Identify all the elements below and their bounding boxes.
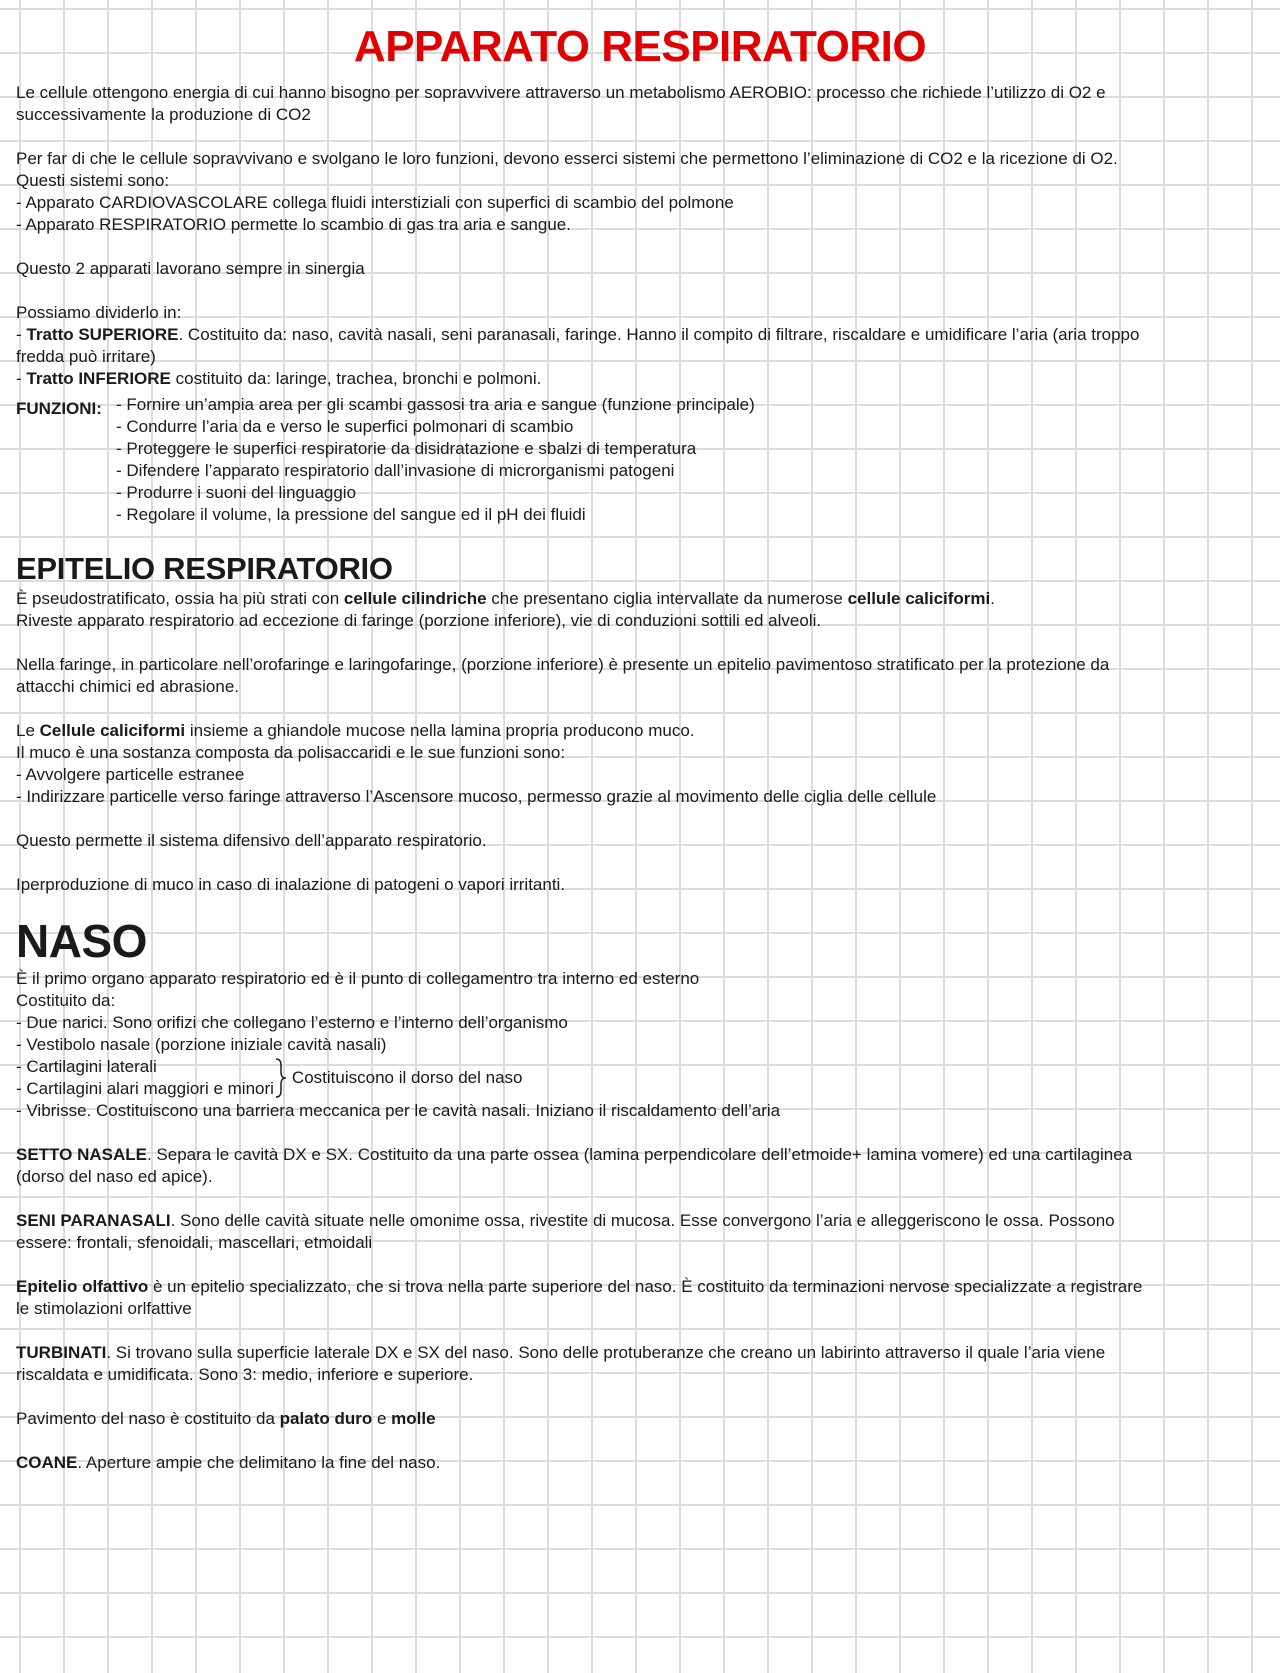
setto-nasale-line-2: (dorso del naso ed apice).: [16, 1167, 213, 1186]
funzioni-label: FUNZIONI:: [16, 399, 102, 418]
funzione-item: - Produrre i suoni del linguaggio: [116, 483, 357, 502]
tratto-superiore-text: . Costituito da: naso, cavità nasali, seni paranasali, faringe. Hanno il compito di filtrare, riscaldare e umidificare l’aria (aria troppo: [178, 325, 1140, 344]
bold-term: cellule cilindriche: [343, 589, 487, 608]
intro-paragraph-1-line-1: Le cellule ottengono energia di cui hanno bisogno per sopravvivere attraverso un metabolismo AEROBIO: processo che richiede l’utilizzo di O2 e: [16, 83, 1106, 102]
setto-nasale-line: [16, 1144, 1264, 1166]
intro-paragraph-1-line-2: successivamente la produzione di CO2: [16, 105, 311, 124]
text-span: insieme a ghiandole mucose nella lamina propria producono muco.: [185, 721, 695, 740]
funzione-item: - Proteggere le superfici respiratorie da disidratazione e sbalzi di temperatura: [116, 439, 697, 458]
text-span: . Si trovano sulla superficie laterale DX e SX del naso. Sono delle protuberanze che creano un labirinto attraverso il quale l’aria viene: [106, 1343, 1106, 1362]
epitelio-line-3: Nella faringe, in particolare nell’orofaringe e laringofaringe, (porzione inferiore) è presente un epitelio pavimentoso stratificato per la protezione da: [16, 655, 1110, 674]
tratto-superiore-line: [16, 324, 1264, 346]
funzione-item: - Fornire un’ampia area per gli scambi gassosi tra aria e sangue (funzione principale): [116, 395, 755, 414]
epitelio-line-10: Iperproduzione di muco in caso di inalazione di patogeni o vapori irritanti.: [16, 875, 566, 894]
naso-list-item: - Cartilagini alari maggiori e minori: [16, 1079, 274, 1098]
seni-paranasali-line: [16, 1210, 1264, 1232]
tratto-inferiore-text: costituito da: laringe, trachea, bronchi e polmoni.: [170, 369, 542, 388]
epitelio-line-5: [16, 720, 1264, 742]
list-dash: -: [16, 325, 27, 344]
text-span: . Separa le cavità DX e SX. Costituito da una parte ossea (lamina perpendicolare dell’etmoide+ lamina vomere) ed una cartilaginea: [146, 1145, 1133, 1164]
text-span: è un epitelio specializzato, che si trova nella parte superiore del naso. È costituito da terminazioni nervose specializzate a registrare: [148, 1277, 1143, 1296]
naso-heading: NASO: [16, 915, 147, 967]
epitelio-line-1: [16, 588, 1264, 610]
bold-term: cellule caliciformi: [847, 589, 991, 608]
notes-page: [0, 18, 1280, 1673]
funzione-item: - Condurre l’aria da e verso le superfici polmonari di scambio: [116, 417, 574, 436]
epitelio-line-4: attacchi chimici ed abrasione.: [16, 677, 240, 696]
naso-line-2: Costituito da:: [16, 991, 116, 1010]
epitelio-line-9: Questo permette il sistema difensivo dell’apparato respiratorio.: [16, 831, 487, 850]
text-span: Pavimento del naso è costituito da: [16, 1409, 280, 1428]
intro-paragraph-2-line-2: Questi sistemi sono:: [16, 171, 170, 190]
epitelio-heading: EPITELIO RESPIRATORIO: [16, 551, 393, 586]
naso-line-1: È il primo organo apparato respiratorio ed è il punto di collegamentro tra interno ed esterno: [16, 969, 700, 988]
bold-term: Epitelio olfattivo: [16, 1277, 149, 1296]
tratto-inferiore-label: Tratto INFERIORE: [26, 369, 171, 388]
cartilagini-group: [16, 1056, 1264, 1100]
epitelio-line-6: Il muco è una sostanza composta da polisaccaridi e le sue funzioni sono:: [16, 743, 566, 762]
text-span: che presentano ciglia intervallate da numerose: [486, 589, 848, 608]
text-span: Le: [16, 721, 40, 740]
text-span: e: [372, 1409, 392, 1428]
tratto-superiore-line-2: fredda può irritare): [16, 347, 156, 366]
curly-brace-icon: [274, 1057, 288, 1099]
funzione-item: - Difendere l’apparato respiratorio dall’invasione di microrganismi patogeni: [116, 461, 675, 480]
epitelio-olfattivo-line: [16, 1276, 1264, 1298]
pavimento-line: [16, 1408, 1264, 1430]
naso-section: [16, 914, 1264, 1474]
brace-note: Costituiscono il dorso del naso: [291, 1068, 523, 1087]
epitelio-section: [16, 550, 1264, 896]
page-title: APPARATO RESPIRATORIO: [353, 22, 927, 71]
tratto-inferiore-line: [16, 368, 1264, 390]
seni-paranasali-line-2: essere: frontali, sfenoidali, mascellari, etmoidali: [16, 1233, 373, 1252]
funzioni-block: [16, 394, 1264, 526]
epitelio-list-item: - Avvolgere particelle estranee: [16, 765, 245, 784]
text-span: È pseudostratificato, ossia ha più strati con: [16, 589, 344, 608]
intro-list-item: - Apparato CARDIOVASCOLARE collega fluidi interstiziali con superfici di scambio del polmone: [16, 193, 734, 212]
bold-term: COANE: [16, 1453, 78, 1472]
naso-list-item: - Cartilagini laterali: [16, 1057, 157, 1076]
epitelio-list-item: - Indirizzare particelle verso faringe attraverso l’Ascensore mucoso, permesso grazie al movimento delle ciglia delle cellule: [16, 787, 937, 806]
bold-term: TURBINATI: [16, 1343, 107, 1362]
bold-term: palato duro: [279, 1409, 373, 1428]
bold-term: molle: [391, 1409, 436, 1428]
text-span: .: [990, 589, 995, 608]
intro-paragraph-2-line-1: Per far di che le cellule sopravvivano e svolgano le loro funzioni, devono esserci sistemi che permettono l’eliminazione di CO2 e la ricezione di O2.: [16, 149, 1118, 168]
tratto-superiore-label: Tratto SUPERIORE: [26, 325, 179, 344]
text-span: . Aperture ampie che delimitano la fine del naso.: [77, 1453, 441, 1472]
funzioni-list: [116, 394, 755, 526]
funzione-item: - Regolare il volume, la pressione del sangue ed il pH dei fluidi: [116, 505, 586, 524]
naso-list-item: - Vibrisse. Costituiscono una barriera meccanica per le cavità nasali. Iniziano il riscaldamento dell’aria: [16, 1101, 781, 1120]
intro-paragraph-4-line-1: Possiamo dividerlo in:: [16, 303, 182, 322]
bold-term: Cellule caliciformi: [39, 721, 186, 740]
text-span: . Sono delle cavità situate nelle omonime ossa, rivestite di mucosa. Esse convergono l’aria e alleggeriscono le ossa. Possono: [170, 1211, 1115, 1230]
turbinati-line: [16, 1342, 1264, 1364]
epitelio-olfattivo-line-2: le stimolazioni orlfattive: [16, 1299, 192, 1318]
coane-line: [16, 1452, 1264, 1474]
naso-list-item: - Vestibolo nasale (porzione iniziale cavità nasali): [16, 1035, 387, 1054]
intro-section: [16, 82, 1264, 390]
bold-term: SETTO NASALE: [16, 1145, 147, 1164]
intro-paragraph-3: Questo 2 apparati lavorano sempre in sinergia: [16, 259, 365, 278]
list-dash: -: [16, 369, 27, 388]
bold-term: SENI PARANASALI: [16, 1211, 171, 1230]
naso-list-item: - Due narici. Sono orifizi che collegano l’esterno e l’interno dell’organismo: [16, 1013, 568, 1032]
intro-list-item: - Apparato RESPIRATORIO permette lo scambio di gas tra aria e sangue.: [16, 215, 571, 234]
turbinati-line-2: riscaldata e umidificata. Sono 3: medio, inferiore e superiore.: [16, 1365, 474, 1384]
epitelio-line-2: Riveste apparato respiratorio ad eccezione di faringe (porzione inferiore), vie di conduzioni sottili ed alveoli.: [16, 611, 822, 630]
